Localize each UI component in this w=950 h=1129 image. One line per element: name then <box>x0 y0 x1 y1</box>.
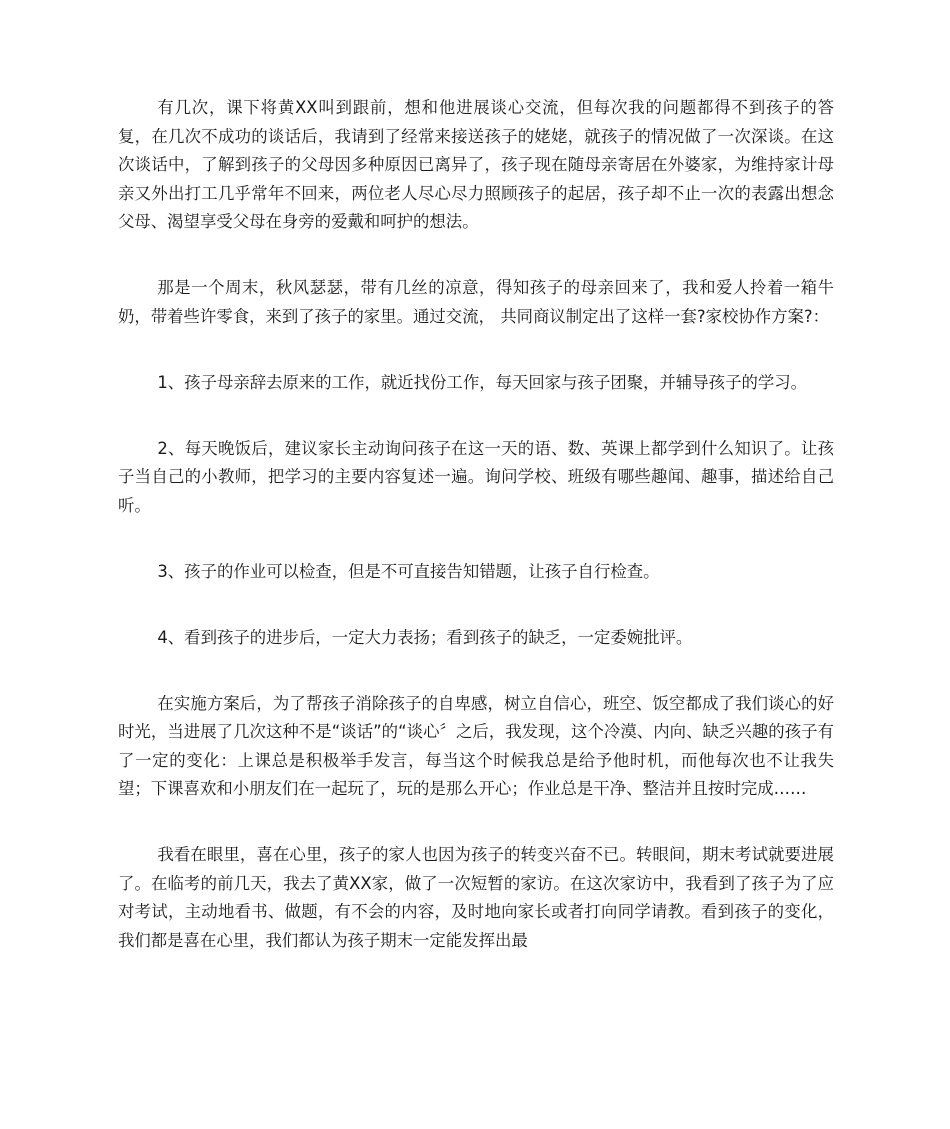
paragraph-plan-item-1: 1、孩子母亲辞去原来的工作，就近找份工作，每天回家与孩子团聚，并辅导孩子的学习。 <box>157 372 808 392</box>
paragraph-plan-item-2: 2、每天晚饭后，建议家长主动询问孩子在这一天的语、数、英课上都学到什么知识了。让孩子当自己的小教师，把学习的主要内容复述一遍。询问学校、班级有哪些趣闻、趣事，描述给自己听。 <box>118 438 834 515</box>
paragraph-implementation: 在实施方案后，为了帮孩子消除孩子的自卑感，树立自信心，班空、饭空都成了我们谈心的好时光，当进展了几次这种不是“谈话”的“谈心〞之后，我发现，这个冷漠、内向、缺乏兴趣的孩子有了一定的变化：上课总是积极举手发言，每当这个时候我总是给予他时机，而他每次也不让我失望；下课喜欢和小朋友们在一起玩了，玩的是那么开心；作业总是干净、整洁并且按时完成…… <box>118 693 834 798</box>
paragraph-conversation-attempts: 有几次，课下将黄XX叫到跟前，想和他进展谈心交流，但每次我的问题都得不到孩子的答复，在几次不成功的谈话后，我请到了经常来接送孩子的姥姥，就孩子的情况做了一次深谈。在这次谈话中，了解到孩子的父母因多种原因已离异了，孩子现在随母亲寄居在外婆家，为维持家计母亲又外出打工几乎常年不回来，两位老人尽心尽力照顾孩子的起居，孩子却不止一次的表露出想念父母、渴望享受父母在身旁的爱戴和呵护的想法。 <box>118 98 834 231</box>
document-body <box>118 94 834 993</box>
paragraph-exam-visit: 我看在眼里，喜在心里，孩子的家人也因为孩子的转变兴奋不已。转眼间，期末考试就要进展了。在临考的前几天，我去了黄XX家，做了一次短暂的家访。在这次家访中，我看到了孩子为了应对考试，主动地看书、做题，有不会的内容，及时地向家长或者打向同学请教。看到孩子的变化，我们都是喜在心里，我们都认为孩子期末一定能发挥出最 <box>118 845 834 950</box>
paragraph-plan-item-4: 4、看到孩子的进步后，一定大力表扬；看到孩子的缺乏，一定委婉批评。 <box>157 627 693 647</box>
paragraph-plan-item-3: 3、孩子的作业可以检查，但是不可直接告知错题，让孩子自行检查。 <box>157 561 660 581</box>
paragraph-weekend-visit: 那是一个周末，秋风瑟瑟，带有几丝的凉意，得知孩子的母亲回来了，我和爱人拎着一箱牛奶，带着些许零食，来到了孩子的家里。通过交流， 共同商议制定出了这样一套?家校协作方案?： <box>118 278 834 326</box>
